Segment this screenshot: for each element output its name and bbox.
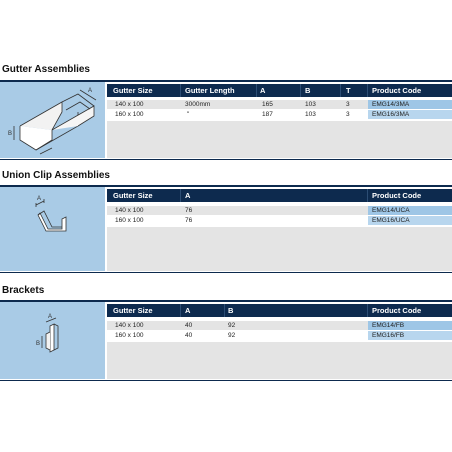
header-b: B: [305, 86, 311, 95]
dim-label-b: B: [8, 131, 13, 137]
gutter-diagram-icon: [0, 82, 105, 158]
dim-label-a: A: [37, 196, 42, 202]
header-gutter-size: Gutter Size: [113, 191, 153, 200]
header-a: A: [185, 306, 191, 315]
header-b: B: [228, 306, 234, 315]
header-a: A: [260, 86, 266, 95]
header-gutter-length: Gutter Length: [185, 86, 235, 95]
header-a: A: [185, 191, 191, 200]
header-gutter-size: Gutter Size: [113, 306, 153, 315]
gutter-diagram-panel: [0, 82, 105, 158]
union-clip-diagram-panel: [0, 187, 105, 271]
union-clip-diagram-icon: [0, 187, 105, 271]
table-header-brackets: [107, 304, 452, 317]
header-gutter-size: Gutter Size: [113, 86, 153, 95]
section-title-union-clip-assemblies: Union Clip Assemblies: [2, 170, 110, 181]
section-title-brackets: Brackets: [2, 285, 45, 296]
table-row: 140 x 100 76 EMG14/UCA: [107, 206, 452, 215]
dim-label-b: B: [36, 341, 41, 347]
table-header-union-clip: [107, 189, 452, 202]
bracket-diagram-panel: [0, 302, 105, 379]
table-row: 140 x 100 3000mm 165 103 3 EMG14/3MA: [107, 100, 452, 109]
table-row: 140 x 100 40 92 EMG14/FB: [107, 321, 452, 330]
header-t: T: [346, 86, 351, 95]
table-header-gutter: [107, 84, 452, 97]
header-product-code: Product Code: [372, 86, 422, 95]
dim-label-a: A: [88, 88, 93, 94]
table-row: 160 x 100 " 187 103 3 EMG16/3MA: [107, 110, 452, 119]
dim-label-a: A: [48, 314, 53, 320]
section-title-gutter-assemblies: Gutter Assemblies: [2, 64, 90, 75]
header-product-code: Product Code: [372, 191, 422, 200]
table-row: 160 x 100 40 92 EMG16/FB: [107, 331, 452, 340]
header-product-code: Product Code: [372, 306, 422, 315]
table-row: 160 x 100 76 EMG16/UCA: [107, 216, 452, 225]
bracket-diagram-icon: [0, 302, 105, 379]
